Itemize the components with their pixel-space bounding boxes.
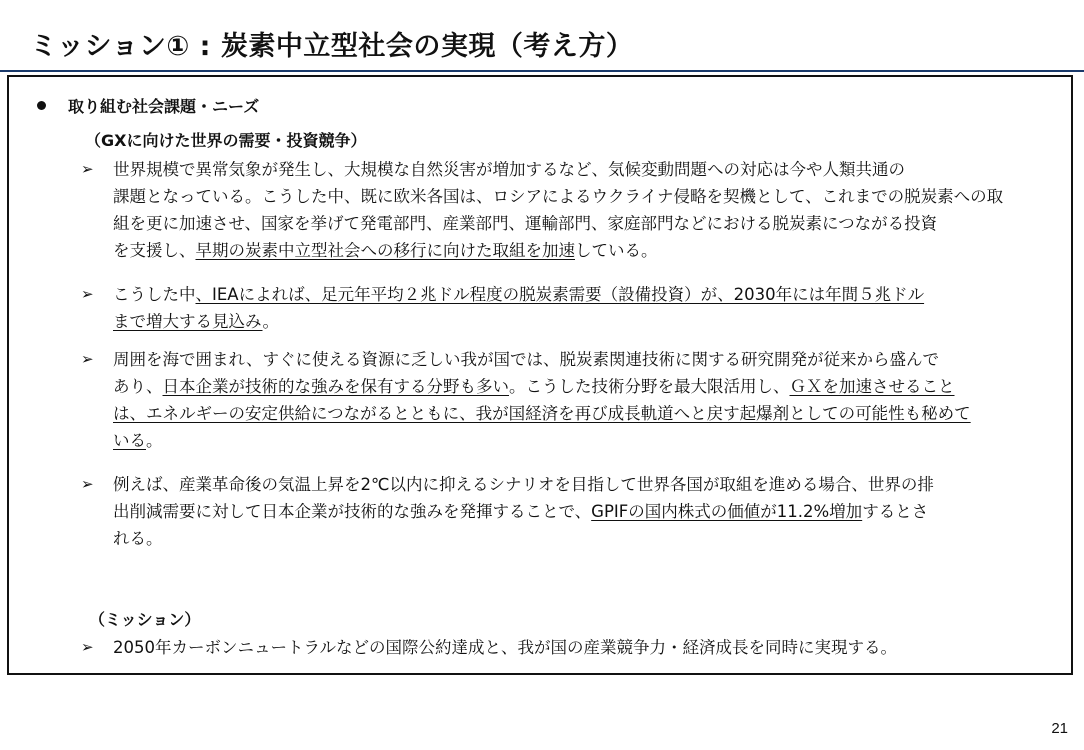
text-line	[113, 281, 1053, 308]
text-segment: あり、	[113, 377, 163, 396]
bullet-dot-icon	[37, 101, 46, 110]
bullet-item-text	[113, 471, 1053, 552]
page-number: 21	[1051, 720, 1068, 737]
arrow-bullet-icon: ➢	[81, 475, 94, 493]
text-line	[113, 400, 1053, 427]
text-segment: を支援し、	[113, 241, 196, 260]
bullet-item-text	[113, 281, 1053, 335]
underlined-text: いる	[113, 431, 146, 450]
underlined-text: GPIFの国内株式の価値が11.2%増加	[591, 502, 863, 521]
text-segment: 。	[262, 312, 279, 331]
text-line	[113, 373, 1053, 400]
subheading-mission: （ミッション）	[89, 610, 201, 629]
text-segment: こうした中	[113, 285, 196, 304]
arrow-bullet-icon: ➢	[81, 350, 94, 368]
mission-text: 2050年カーボンニュートラルなどの国際公約達成と、我が国の産業競争力・経済成長を同時に実現する。	[113, 638, 897, 657]
text-line	[113, 210, 1053, 237]
bullet-item-text	[113, 156, 1053, 264]
arrow-bullet-icon: ➢	[81, 638, 94, 656]
text-line	[113, 427, 1053, 454]
text-segment: している。	[575, 241, 658, 260]
text-line	[113, 237, 1053, 264]
text-segment: 世界規模で異常気象が発生し、大規模な自然災害が増加するなど、気候変動問題への対応は今や人類共通の	[113, 160, 905, 179]
underlined-text: 日本企業が技術的な強みを保有する分野も多い	[162, 377, 509, 396]
arrow-bullet-icon: ➢	[81, 285, 94, 303]
bullet-item-text	[113, 346, 1053, 454]
text-segment: 例えば、産業革命後の気温上昇を2℃以内に抑えるシナリオを目指して世界各国が取組を進める場合、世界の排	[113, 475, 934, 494]
text-segment: 課題となっている。こうした中、既に欧米各国は、ロシアによるウクライナ侵略を契機として、これまでの脱炭素への取	[113, 187, 1004, 206]
text-segment: 。	[146, 431, 163, 450]
text-segment: 。こうした技術分野を最大限活用し、	[509, 377, 790, 396]
text-segment: 周囲を海で囲まれ、すぐに使える資源に乏しい我が国では、脱炭素関連技術に関する研究開発が従来から盛んで	[113, 350, 939, 369]
page-title: ミッション① : 炭素中立型社会の実現（考え方）	[30, 31, 634, 62]
underlined-text: ＧＸを加速させること	[789, 377, 955, 396]
underlined-text: まで増大する見込み	[113, 312, 263, 331]
text-segment: するとさ	[862, 502, 929, 521]
text-line	[113, 498, 1053, 525]
text-line	[113, 471, 1053, 498]
mission-text-wrap	[113, 634, 1053, 661]
underlined-text: 、IEAによれば、足元年平均２兆ドル程度の脱炭素需要（設備投資）が、2030年には年間５兆ドル	[195, 285, 925, 304]
arrow-bullet-icon: ➢	[81, 160, 94, 178]
title-divider	[0, 70, 1084, 72]
text-segment: 出削減需要に対して日本企業が技術的な強みを発揮することで、	[113, 502, 592, 521]
subheading-gx-demand: （GXに向けた世界の需要・投資競争）	[85, 131, 367, 150]
text-line	[113, 183, 1053, 210]
underlined-text: 早期の炭素中立型社会への移行に向けた取組を加速	[195, 241, 575, 260]
text-line	[113, 525, 1053, 552]
section-heading	[37, 94, 259, 117]
content-box	[7, 75, 1073, 675]
text-segment: れる。	[113, 529, 163, 548]
text-line	[113, 308, 1053, 335]
text-line	[113, 156, 1053, 183]
section-heading-label: 取り組む社会課題・ニーズ	[68, 97, 260, 116]
text-line	[113, 346, 1053, 373]
text-segment: 組を更に加速させ、国家を挙げて発電部門、産業部門、運輸部門、家庭部門などにおける脱炭素につながる投資	[113, 214, 938, 233]
underlined-text: は、エネルギーの安定供給につながるとともに、我が国経済を再び成長軌道へと戻す起爆剤としての可能性も秘めて	[113, 404, 971, 423]
